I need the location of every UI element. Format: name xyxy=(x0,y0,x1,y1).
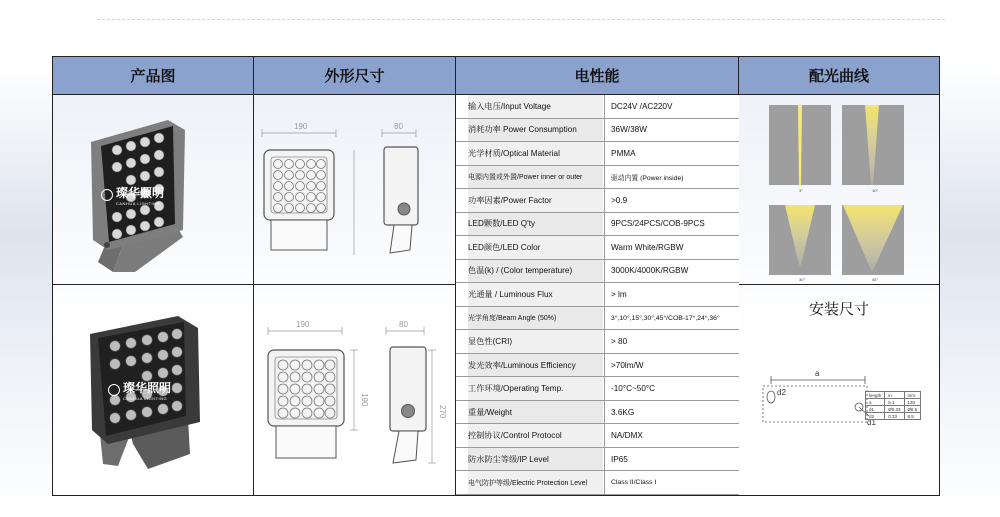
spec-value: >70lm/W xyxy=(604,354,739,377)
dimension-drawing-bottom xyxy=(254,285,456,495)
install-table-cell: 0.33 xyxy=(885,413,904,420)
beam-label-4: 45° xyxy=(872,277,879,282)
beam-curves xyxy=(739,95,939,284)
header-electrical: 电性能 xyxy=(456,57,739,95)
install-table-cell: 5.1 xyxy=(885,399,904,406)
spec-row xyxy=(456,166,739,190)
spec-value: 3000K/4000K/RGBW xyxy=(604,260,739,283)
spec-value: > 80 xyxy=(604,330,739,353)
brand-sub: CANHUA LIGHTING xyxy=(116,201,161,206)
spec-name: 发光效率/Luminous Efficiency xyxy=(468,354,603,377)
spec-row xyxy=(456,260,739,284)
spec-name: 电气防护等级/Electric Protection Level xyxy=(468,471,603,494)
spec-name: 消耗功率 Power Consumption xyxy=(468,119,603,142)
dim-height-label: 190 xyxy=(360,393,369,407)
spec-value: 驱动内置 (Power inside) xyxy=(604,166,739,189)
install-table-cell: d2 xyxy=(866,413,885,420)
beam-label-3: 30° xyxy=(799,277,806,282)
install-table-cell: 8.5 xyxy=(904,413,921,420)
spec-name: 色温(k) / (Color temperature) xyxy=(468,260,603,283)
spec-row xyxy=(456,236,739,260)
spec-row xyxy=(456,283,739,307)
spec-list xyxy=(456,95,739,495)
spec-value: 36W/38W xyxy=(604,119,739,142)
brand-logo-bottom xyxy=(108,379,171,401)
beam-label-1: 3° xyxy=(799,188,803,193)
top-divider xyxy=(97,19,945,20)
installation-title: 安装尺寸 xyxy=(808,301,869,318)
install-d1-label: d1 xyxy=(867,418,876,427)
spec-row xyxy=(456,95,739,119)
spec-row xyxy=(456,424,739,448)
spec-value: NA/DMX xyxy=(604,424,739,447)
brand-name: 璨华照明 xyxy=(116,186,165,200)
spec-value: Warm White/RGBW xyxy=(604,236,739,259)
spec-name: 光学角度/Beam Angle (50%) xyxy=(468,307,603,330)
install-table-cell: mm. xyxy=(904,392,921,399)
spec-value: >0.9 xyxy=(604,189,739,212)
install-table-row xyxy=(866,392,921,399)
spec-name: LED颗数/LED Q'ty xyxy=(468,213,603,236)
spec-value: 3°,10°,15°,30°,45°/COB-17°,24°,36° xyxy=(604,307,739,330)
brand-name: 璨华照明 xyxy=(123,381,172,395)
install-table-cell: Ø0.33 xyxy=(885,406,904,413)
spec-row xyxy=(456,189,739,213)
spec-name: 功率因素/Power Factor xyxy=(468,189,603,212)
dim-depth-label: 80 xyxy=(394,122,403,131)
install-table-cell: length xyxy=(866,392,885,399)
spec-name: LED颜色/LED Color xyxy=(468,236,603,259)
spec-row xyxy=(456,401,739,425)
spec-name: 重量/Weight xyxy=(468,401,603,424)
spec-row xyxy=(456,330,739,354)
dim-width-label: 190 xyxy=(294,122,308,131)
install-a-label: a xyxy=(815,369,820,378)
spec-name: 控制协议/Control Protocol xyxy=(468,424,603,447)
spec-row xyxy=(456,448,739,472)
spec-value: PMMA xyxy=(604,142,739,165)
dim-depth-label: 80 xyxy=(399,320,408,329)
spec-value: IP65 xyxy=(604,448,739,471)
header-product: 产品图 xyxy=(53,57,254,95)
beam-label-2: 10° xyxy=(872,188,879,193)
install-table-cell: d1 xyxy=(866,406,885,413)
dim-total-height-label: 270 xyxy=(438,405,447,419)
spec-name: 显色性(CRI) xyxy=(468,330,603,353)
spec-row xyxy=(456,377,739,401)
install-table-row xyxy=(866,399,921,406)
brand-mark-icon xyxy=(108,384,120,396)
brand-sub: CANHUA LIGHTING xyxy=(123,396,168,401)
dimension-drawing-top xyxy=(254,95,456,284)
spec-name: 光通量 / Luminous Flux xyxy=(468,283,603,306)
install-table-row xyxy=(866,413,921,420)
spec-value: Class II/Class I xyxy=(604,471,739,494)
spec-value: -10°C~50°C xyxy=(604,377,739,400)
spec-row xyxy=(456,213,739,237)
spec-row xyxy=(456,142,739,166)
spec-row xyxy=(456,307,739,331)
spec-value: 9PCS/24PCS/COB-9PCS xyxy=(604,213,739,236)
brand-mark-icon xyxy=(101,189,113,201)
spec-row xyxy=(456,119,739,143)
install-table-cell: a xyxy=(866,399,885,406)
spec-value: > lm xyxy=(604,283,739,306)
installation-table xyxy=(865,391,921,420)
row-divider-right xyxy=(739,284,939,285)
spec-name: 光学材质/Optical Material xyxy=(468,142,603,165)
brand-logo-top xyxy=(101,184,164,206)
install-d2-label: d2 xyxy=(777,388,786,397)
spec-name: 工作环境/Operating Temp. xyxy=(468,377,603,400)
spec-name: 输入电压/Input Voltage xyxy=(468,95,603,118)
spec-value: 3.6KG xyxy=(604,401,739,424)
install-table-cell: in. xyxy=(885,392,904,399)
header-dimension: 外形尺寸 xyxy=(254,57,456,95)
install-table-row xyxy=(866,406,921,413)
spec-name: 电源内置或外置/Power inner or outer xyxy=(468,166,603,189)
spec-row xyxy=(456,354,739,378)
header-light-curve: 配光曲线 xyxy=(739,57,939,95)
install-table-cell: Ø8.5 xyxy=(904,406,921,413)
dim-width-label: 190 xyxy=(296,320,310,329)
spec-value: DC24V /AC220V xyxy=(604,95,739,118)
spec-name: 防水防尘等级/IP Level xyxy=(468,448,603,471)
spec-sheet-table xyxy=(52,56,940,496)
spec-row xyxy=(456,471,739,495)
install-table-cell: 130 xyxy=(904,399,921,406)
